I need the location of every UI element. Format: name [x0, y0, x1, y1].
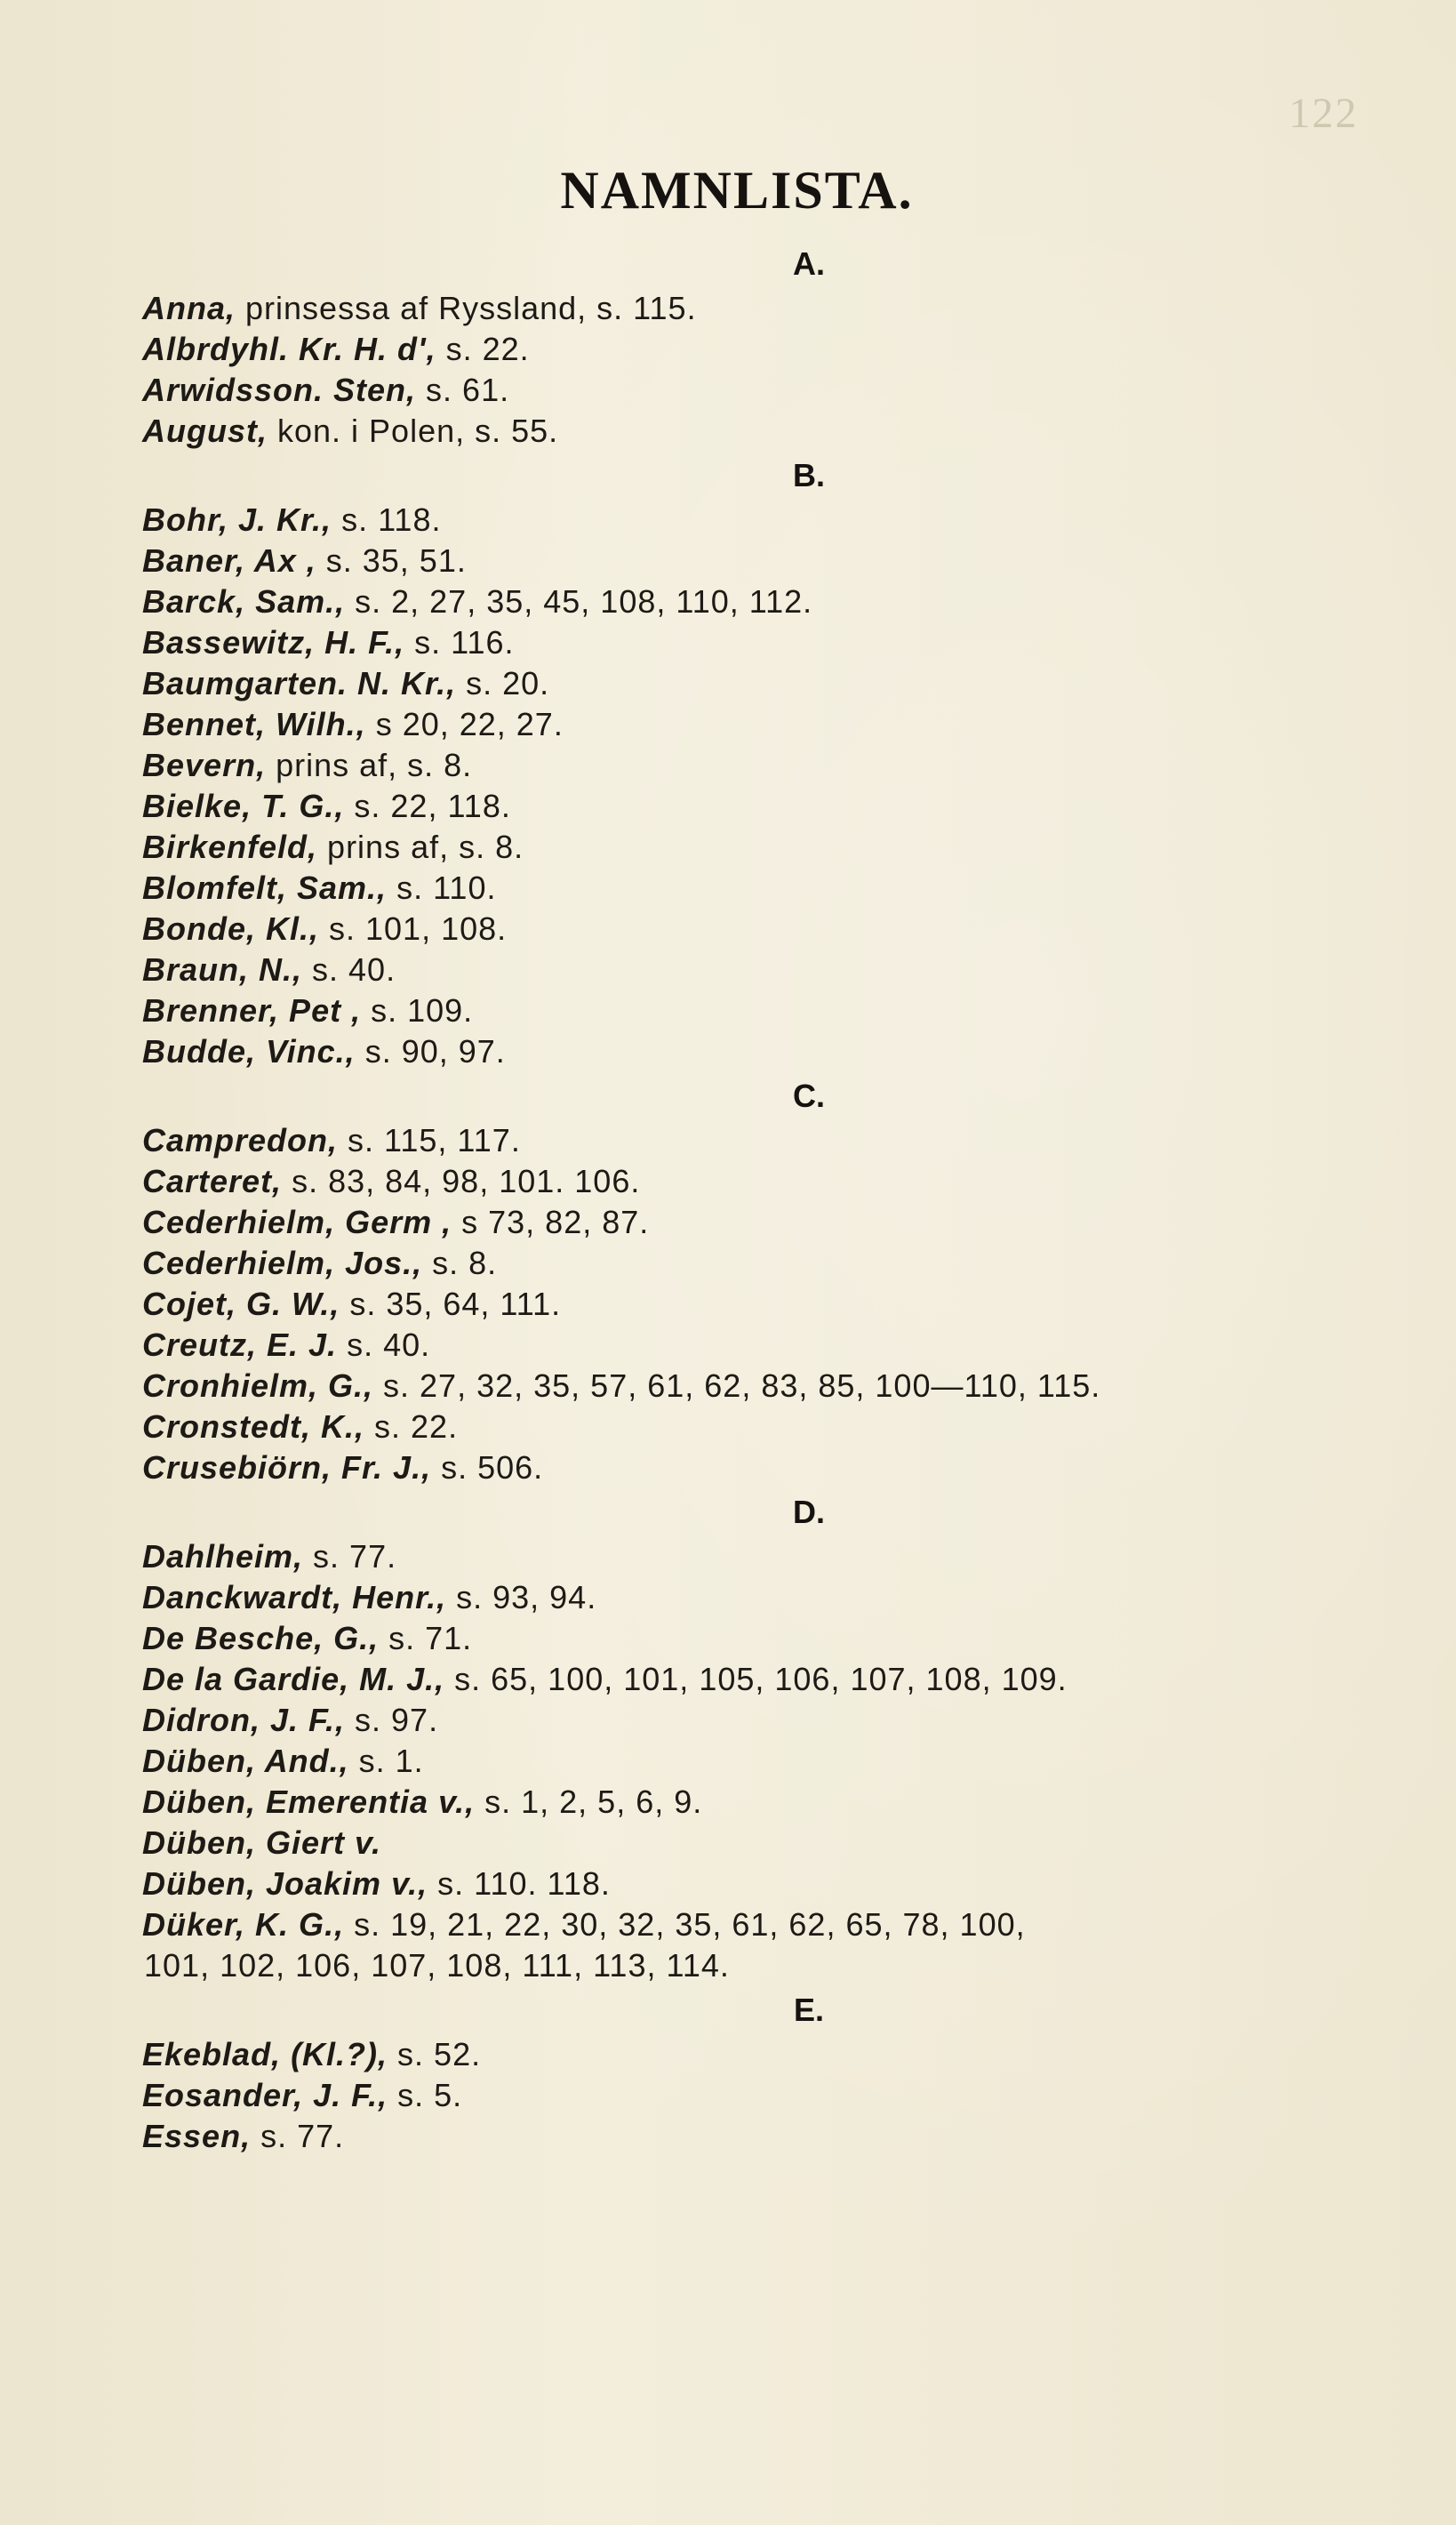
entry-name: Braun, N.,: [142, 951, 303, 988]
entry-refs: s. 115, 117.: [338, 1122, 521, 1158]
index-entry: [142, 1700, 1413, 1741]
entry-name: Crusebiörn, Fr. J.,: [142, 1449, 432, 1486]
index-entry: [142, 1202, 1413, 1243]
entry-refs: s. 5.: [388, 2077, 463, 2113]
section-c: [142, 1072, 1413, 1488]
entry-name: Blomfelt, Sam.,: [142, 870, 388, 906]
entry-name: Barck, Sam.,: [142, 583, 346, 620]
entry-name: Bielke, T. G.,: [142, 788, 345, 824]
entry-name: Cronstedt, K.,: [142, 1408, 365, 1445]
entry-name: Arwidsson. Sten,: [142, 372, 417, 408]
entry-refs: s. 83, 84, 98, 101. 106.: [282, 1163, 641, 1199]
entry-refs: s. 1.: [348, 1743, 424, 1779]
entry-refs: s. 97.: [345, 1702, 439, 1738]
entry-name: Bohr, J. Kr.,: [142, 501, 332, 538]
index-entry: [142, 2116, 1413, 2157]
entry-refs: prinsessa af Ryssland, s. 115.: [236, 290, 697, 326]
entry-name: De la Gardie, M. J.,: [142, 1661, 445, 1697]
entry-name: Bonde, Kl.,: [142, 910, 319, 947]
entry-name: Budde, Vinc.,: [142, 1033, 356, 1070]
index-entry: [142, 1366, 1413, 1407]
index-entry: [142, 1577, 1413, 1618]
section-letter: B.: [793, 457, 825, 493]
index-entry: [142, 411, 1413, 452]
entry-name: Creutz, E. J.: [142, 1327, 338, 1363]
entry-refs: prins af, s. 8.: [266, 747, 473, 783]
index-entry: [142, 1864, 1413, 1904]
entry-refs: s. 20.: [456, 665, 550, 701]
entry-refs: prins af, s. 8.: [317, 829, 524, 865]
entry-refs: s. 93, 94.: [446, 1579, 597, 1615]
index-entry: [142, 288, 1413, 329]
entry-name: Bennet, Wilh.,: [142, 706, 366, 742]
index-entry: [142, 990, 1413, 1031]
entry-name: Düben, Emerentia v.,: [142, 1784, 476, 1820]
entry-refs: s. 118.: [332, 501, 442, 538]
index-entry: [142, 1536, 1413, 1577]
name-index: [142, 240, 1413, 2157]
entry-refs: s. 101, 108.: [319, 910, 508, 947]
entry-name: Carteret,: [142, 1163, 283, 1199]
entry-refs: s. 116.: [404, 624, 515, 661]
index-entry: [142, 1284, 1413, 1325]
entry-refs: s. 35, 51.: [316, 542, 467, 579]
entry-refs: s. 90, 97.: [355, 1033, 506, 1070]
index-entry: [142, 370, 1413, 411]
entry-refs: s. 22.: [364, 1408, 459, 1445]
entry-name: Ekeblad, (Kl.?),: [142, 2036, 388, 2072]
entry-name: Anna,: [142, 290, 236, 326]
index-entry: [142, 2075, 1413, 2116]
entry-refs: s. 77.: [303, 1538, 397, 1575]
entry-refs: s. 77.: [251, 2118, 345, 2154]
entry-refs: s 73, 82, 87.: [452, 1204, 650, 1240]
page-title: NAMNLISTA.: [560, 161, 914, 220]
index-entry: [142, 1741, 1413, 1782]
entry-name: Düker, K. G.,: [142, 1906, 345, 1943]
entry-refs: s. 109.: [361, 992, 474, 1029]
index-entry: [142, 1243, 1413, 1284]
entry-refs: s. 61.: [416, 372, 510, 408]
index-entry: [142, 950, 1413, 990]
entry-refs: s. 27, 32, 35, 57, 61, 62, 83, 85, 100—110, 115.: [373, 1367, 1101, 1404]
section-letter: C.: [793, 1078, 825, 1114]
section-e: [142, 1986, 1413, 2157]
entry-name: Cojet, G. W.,: [142, 1286, 340, 1322]
entry-name: Baumgarten. N. Kr.,: [142, 665, 457, 701]
entry-refs: s. 22.: [436, 331, 530, 367]
index-entry: [142, 1447, 1413, 1488]
index-entry: [142, 1823, 1413, 1864]
entry-refs: s. 1, 2, 5, 6, 9.: [475, 1784, 703, 1820]
index-entry: [142, 1618, 1413, 1659]
entry-name: Baner, Ax ,: [142, 542, 316, 579]
index-entry: [142, 663, 1413, 704]
section-letter: E.: [793, 1992, 824, 2028]
entry-refs: s. 40.: [302, 951, 396, 988]
entry-name: Düben, Giert v.: [142, 1824, 382, 1861]
entry-name: Didron, J. F.,: [142, 1702, 346, 1738]
entry-refs: s. 65, 100, 101, 105, 106, 107, 108, 109.: [444, 1661, 1068, 1697]
entry-name: Danckwardt, Henr.,: [142, 1579, 447, 1615]
index-entry: [142, 500, 1413, 541]
section-letter: A.: [793, 245, 825, 282]
entry-refs: s. 8.: [422, 1245, 498, 1281]
entry-refs: s. 110. 118.: [428, 1865, 611, 1902]
index-entry: [142, 329, 1413, 370]
entry-name: Cederhielm, Germ ,: [142, 1204, 452, 1240]
index-entry: [142, 1120, 1413, 1161]
index-entry: [142, 1659, 1413, 1700]
entry-name: Cronhielm, G.,: [142, 1367, 374, 1404]
index-entry: [142, 704, 1413, 745]
entry-refs: s. 22, 118.: [344, 788, 511, 824]
section-a: [142, 240, 1413, 452]
index-entry: [142, 541, 1413, 581]
index-entry: [142, 1904, 1413, 1986]
entry-name: Eosander, J. F.,: [142, 2077, 388, 2113]
section-letter: D.: [793, 1494, 825, 1530]
index-entry: [142, 909, 1413, 950]
index-entry: [142, 1031, 1413, 1072]
section-b: [142, 452, 1413, 1072]
entry-refs: s. 52.: [388, 2036, 482, 2072]
entry-name: Dahlheim,: [142, 1538, 304, 1575]
index-entry: [142, 2034, 1413, 2075]
entry-refs: s 20, 22, 27.: [365, 706, 564, 742]
index-entry: [142, 745, 1413, 786]
entry-name: Cederhielm, Jos.,: [142, 1245, 423, 1281]
section-d: [142, 1488, 1413, 1986]
index-entry: [142, 1325, 1413, 1366]
entry-refs: s. 506.: [431, 1449, 544, 1486]
entry-name: Bassewitz, H. F.,: [142, 624, 405, 661]
entry-name: Essen,: [142, 2118, 252, 2154]
entry-refs: s. 2, 27, 35, 45, 108, 110, 112.: [345, 583, 813, 620]
entry-refs: kon. i Polen, s. 55.: [267, 413, 559, 449]
entry-refs-continuation: 101, 102, 106, 107, 108, 111, 113, 114.: [144, 1947, 730, 1984]
entry-name: August,: [142, 413, 268, 449]
entry-name: De Besche, G.,: [142, 1620, 380, 1656]
index-entry: [142, 1782, 1413, 1823]
entry-refs: s. 40.: [337, 1327, 431, 1363]
entry-refs: s. 35, 64, 111.: [340, 1286, 562, 1322]
index-entry: [142, 581, 1413, 622]
entry-name: Albrdyhl. Kr. H. d',: [142, 331, 436, 367]
entry-name: Bevern,: [142, 747, 267, 783]
entry-refs: s. 71.: [379, 1620, 473, 1656]
entry-name: Campredon,: [142, 1122, 339, 1158]
index-entry: [142, 827, 1413, 868]
page-number: 122: [1289, 90, 1358, 137]
index-entry: [142, 1407, 1413, 1447]
index-entry: [142, 868, 1413, 909]
entry-name: Brenner, Pet ,: [142, 992, 362, 1029]
entry-refs: s. 110.: [387, 870, 497, 906]
index-entry: [142, 1161, 1413, 1202]
index-entry: [142, 786, 1413, 827]
entry-name: Birkenfeld,: [142, 829, 318, 865]
entry-refs: s. 19, 21, 22, 30, 32, 35, 61, 62, 65, 78, 100,: [344, 1906, 1026, 1943]
index-entry: [142, 622, 1413, 663]
entry-name: Düben, Joakim v.,: [142, 1865, 428, 1902]
entry-name: Düben, And.,: [142, 1743, 349, 1779]
